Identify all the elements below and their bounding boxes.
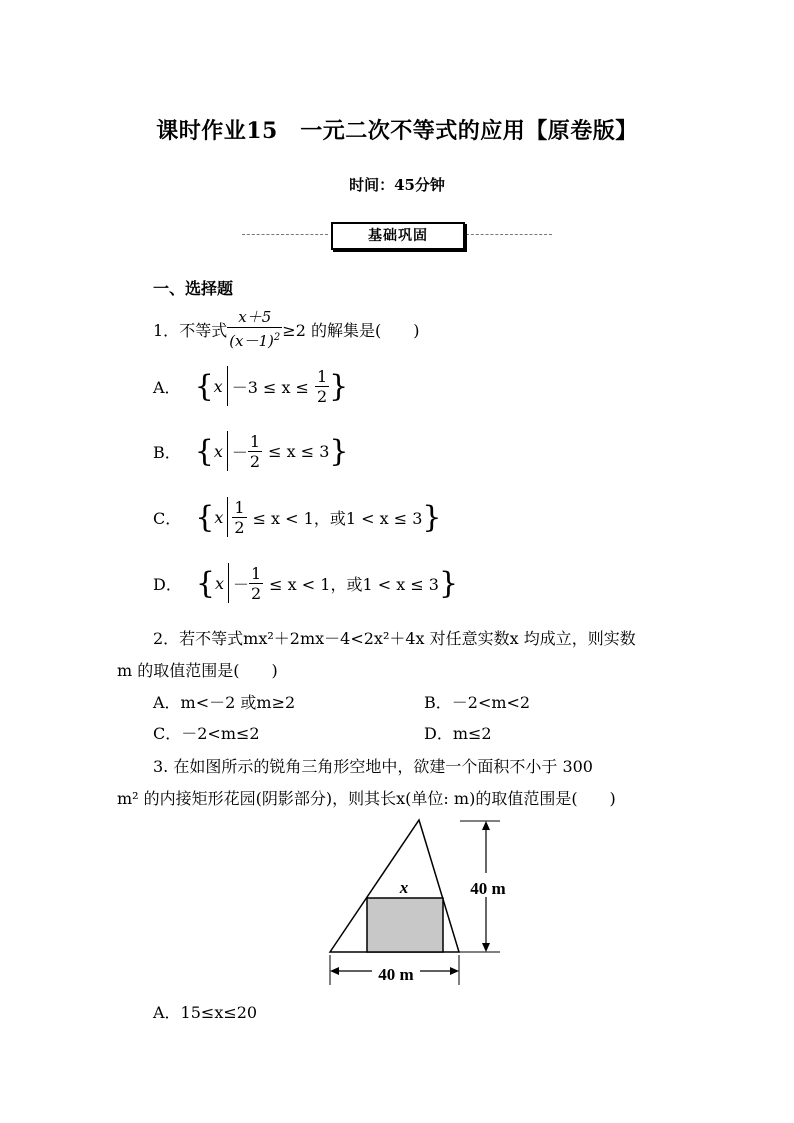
q1-option-c[interactable] [153, 497, 441, 537]
q1-option-b[interactable] [153, 431, 348, 471]
set-var: x [213, 441, 223, 461]
q2-option-d[interactable]: D．m≤2 [424, 724, 492, 743]
q3-figure [320, 815, 520, 987]
brace-right: } [439, 565, 459, 601]
q2-option-b[interactable]: B．－2<m<2 [424, 693, 531, 712]
q1-fraction [227, 308, 282, 351]
q1-frac-num: x＋5 [227, 308, 282, 328]
brace-right: } [329, 368, 349, 404]
page-title: 课时作业15 一元二次不等式的应用【原卷版】 [156, 118, 638, 144]
frac-num: 1 [316, 366, 328, 386]
set-var: x [214, 507, 224, 527]
set-var: x [213, 376, 223, 396]
q2-line-1: 2．若不等式mx²＋2mx－4<2x²＋4x 对任意实数x 均成立，则实数 [153, 629, 636, 648]
label-base: 40 m [378, 965, 414, 984]
set-condition: ≤ x ≤ 3 [268, 441, 330, 461]
set-condition: ≤ x < 1，或1 < x ≤ 3 [269, 574, 439, 594]
q2-option-c[interactable]: C．－2<m≤2 [153, 724, 260, 743]
section-badge: 基础巩固 [331, 222, 465, 250]
q1-frac-den: $(x-1)^2$ [229, 332, 281, 350]
set-bar [228, 563, 229, 603]
set-bar [227, 366, 228, 406]
q3-line-1: 3. 在如图所示的锐角三角形空地中，欲建一个面积不小于 300 [153, 757, 593, 776]
time-limit: 时间：45分钟 [349, 176, 445, 194]
q1-suffix: ≥2 的解集是( ) [282, 321, 420, 340]
option-label: A． [153, 377, 181, 397]
set-condition: －3 ≤ x ≤ [231, 377, 309, 397]
divider-right [466, 234, 552, 235]
label-height: 40 m [470, 879, 506, 898]
frac-num: 1 [234, 497, 245, 517]
frac-den: 2 [316, 386, 328, 406]
frac-den: 2 [234, 517, 245, 537]
brace-left: { [194, 368, 214, 404]
q2-line-2: m 的取值范围是( ) [117, 661, 278, 680]
option-label: C． [153, 508, 182, 528]
set-bar [227, 431, 228, 471]
minus-sign: － [231, 442, 248, 462]
brace-left: { [195, 499, 215, 535]
frac-num: 1 [250, 563, 262, 583]
garden-rectangle [367, 898, 443, 952]
minus-sign: － [232, 574, 249, 594]
q1-option-a[interactable] [153, 366, 348, 406]
q1-option-d[interactable] [153, 563, 458, 603]
q3-option-a[interactable]: A．15≤x≤20 [153, 1003, 258, 1022]
brace-left: { [194, 433, 214, 469]
brace-right: } [422, 499, 442, 535]
brace-left: { [195, 565, 215, 601]
divider-left [242, 234, 328, 235]
brace-right: } [329, 433, 349, 469]
section-heading: 一、选择题 [153, 279, 234, 298]
label-x: x [399, 878, 409, 897]
question-1 [153, 308, 419, 351]
set-bar [227, 497, 228, 537]
frac-num: 1 [249, 431, 261, 451]
q1-number: 1． [153, 321, 180, 340]
q2-option-a[interactable]: A．m<－2 或m≥2 [153, 693, 296, 712]
q1-prefix: 不等式 [179, 321, 228, 340]
set-condition: ≤ x < 1，或1 < x ≤ 3 [252, 508, 423, 528]
frac-den: 2 [249, 451, 261, 471]
option-label: B． [153, 442, 181, 462]
frac-den: 2 [250, 583, 262, 603]
q3-line-2: m² 的内接矩形花园(阴影部分)，则其长x(单位: m)的取值范围是( ) [117, 789, 616, 808]
option-label: D． [153, 574, 182, 594]
set-var: x [214, 573, 224, 593]
